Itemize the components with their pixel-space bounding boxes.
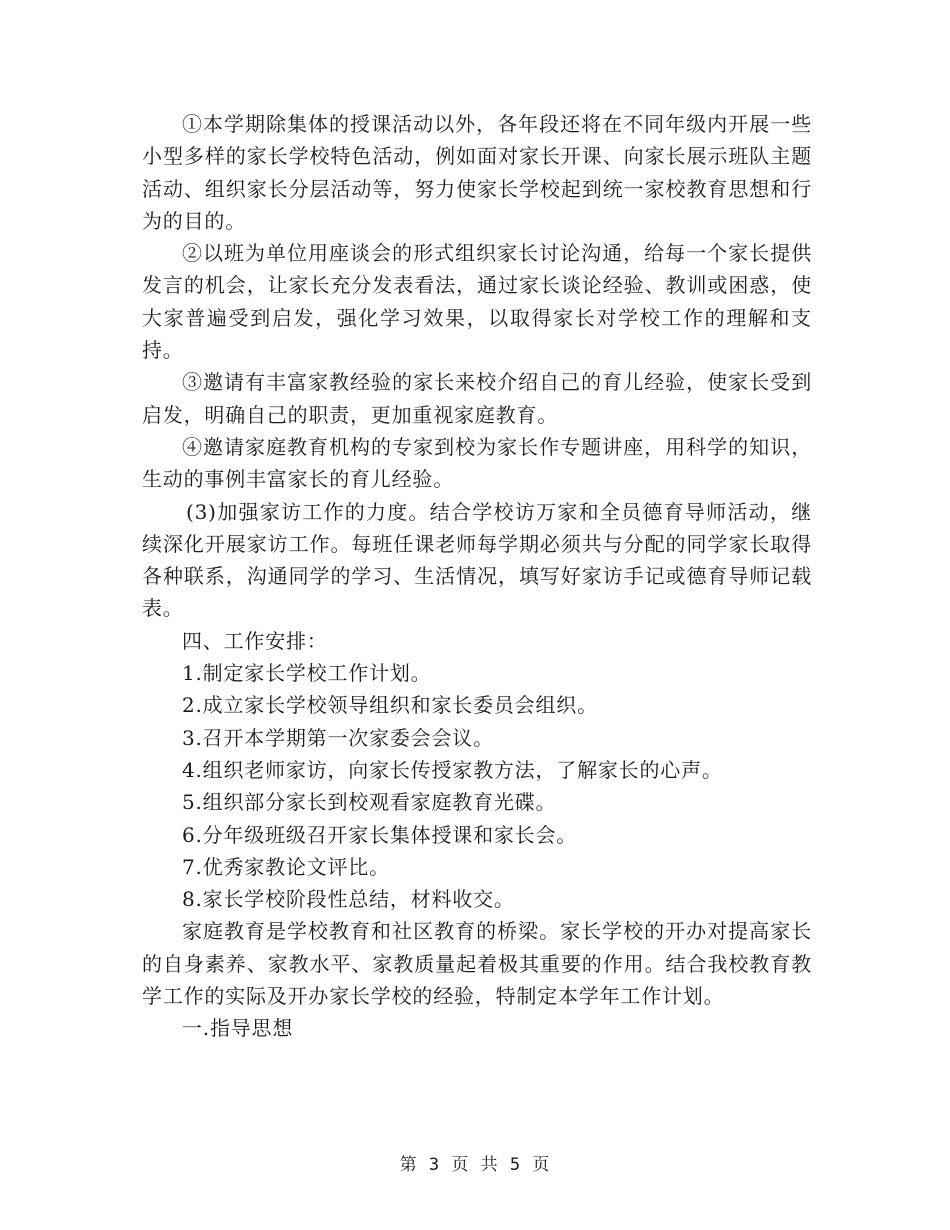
work-item-6: 6.分年级班级召开家长集体授课和家长会。	[182, 822, 578, 847]
work-item-4: 4.组织老师家访，向家长传授家教方法，了解家长的心声。	[182, 757, 723, 782]
work-item-8: 8.家长学校阶段性总结，材料收交。	[182, 887, 515, 912]
paragraph-item-2: ②以班为单位用座谈会的形式组织家长讨论沟通，给每一个家长提供发言的机会，让家长充分发表看法，通过家长谈论经验、教训或困惑，使大家普遍受到启发，强化学习效果，以取得家长对学校工作的理解和支持。	[142, 241, 812, 363]
closing-paragraph: 家庭教育是学校教育和社区教育的桥梁。家长学校的开办对提高家长的自身素养、家教水平、家教质量起着极其重要的作用。结合我校教育教学工作的实际及开办家长学校的经验，特制定本学年工作计划。	[142, 919, 812, 1009]
work-item-5: 5.组织部分家长到校观看家庭教育光碟。	[182, 790, 557, 815]
work-item-2: 2.成立家长学校领导组织和家长委员会组织。	[182, 693, 598, 718]
paragraph-item-1: ①本学期除集体的授课活动以外，各年段还将在不同年级内开展一些小型多样的家长学校特色活动，例如面对家长开课、向家长展示班队主题活动、组织家长分层活动等，努力使家长学校起到统一家校教育思想和行为的目的。	[142, 112, 812, 233]
work-item-3: 3.召开本学期第一次家委会会议。	[182, 725, 494, 750]
page-body	[142, 108, 812, 1045]
paragraph-item-4: ④邀请家庭教育机构的专家到校为家长作专题讲座，用科学的知识，生动的事例丰富家长的育儿经验。	[142, 434, 812, 492]
next-section-heading: 一.指导思想	[182, 1016, 294, 1041]
work-item-7: 7.优秀家教论文评比。	[182, 854, 390, 879]
work-item-1: 1.制定家长学校工作计划。	[182, 661, 432, 686]
paragraph-home-visits: (3)加强家访工作的力度。结合学校访万家和全员德育导师活动，继续深化开展家访工作。每班任课老师每学期必须共与分配的同学家长取得各种联系，沟通同学的学习、生活情况，填写好家访手记或德育导师记载表。	[142, 499, 812, 621]
section-heading-work-arrangement: 四、工作安排：	[182, 628, 328, 653]
page-number-footer: 第 3 页 共 5 页	[399, 1155, 551, 1175]
paragraph-item-3: ③邀请有丰富家教经验的家长来校介绍自己的育儿经验，使家长受到启发，明确自己的职责，更加重视家庭教育。	[142, 370, 812, 427]
